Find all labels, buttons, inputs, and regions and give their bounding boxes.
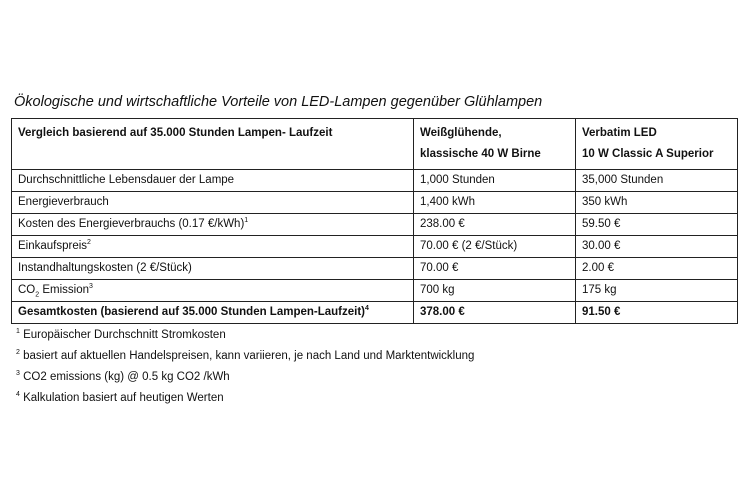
- footnote-number: 1: [16, 328, 20, 336]
- incandescent-value: 1,000 Stunden: [414, 170, 576, 192]
- led-value: 91.50 €: [576, 302, 738, 324]
- led-value: 59.50 €: [576, 214, 738, 236]
- row-label-post: Emission: [39, 284, 90, 296]
- footnote-number: 4: [16, 391, 20, 399]
- footnote-ref: 3: [89, 283, 93, 291]
- incandescent-value: 378.00 €: [414, 302, 576, 324]
- row-label: [12, 302, 414, 324]
- incandescent-value: 1,400 kWh: [414, 192, 576, 214]
- table-row-total: [12, 302, 738, 324]
- footnote-number: 3: [16, 370, 20, 378]
- led-value: 35,000 Stunden: [576, 170, 738, 192]
- footnote-text: Europäischer Durchschnitt Stromkosten: [19, 329, 226, 341]
- table-row: [12, 192, 738, 214]
- header-led-line2: 10 W Classic A Superior: [582, 148, 714, 160]
- incandescent-value: 238.00 €: [414, 214, 576, 236]
- footnote-ref: 1: [244, 217, 249, 225]
- table-row: [12, 280, 738, 302]
- header-led: [576, 119, 738, 170]
- footnote-text: CO2 emissions (kg) @ 0.5 kg CO2 /kWh: [19, 371, 230, 383]
- table-row: [12, 258, 738, 280]
- footnote: [16, 388, 474, 409]
- footnote-text: Kalkulation basiert auf heutigen Werten: [19, 392, 224, 404]
- row-label: [12, 214, 414, 236]
- table-row: [12, 214, 738, 236]
- row-label-text: Einkaufspreis: [18, 240, 88, 252]
- row-label: Instandhaltungskosten (2 €/Stück): [12, 258, 414, 280]
- row-label: Durchschnittliche Lebensdauer der Lampe: [12, 170, 414, 192]
- incandescent-value: 700 kg: [414, 280, 576, 302]
- table-header-row: [12, 119, 738, 170]
- header-led-line1: Verbatim LED: [582, 127, 657, 139]
- row-label-text: Gesamtkosten (basierend auf 35.000 Stunden Lampen-Laufzeit): [18, 306, 365, 318]
- page-title: Ökologische und wirtschaftliche Vorteile von LED-Lampen gegenüber Glühlampen: [14, 94, 543, 110]
- header-comparison-basis: Vergleich basierend auf 35.000 Stunden Lampen- Laufzeit: [12, 119, 414, 170]
- row-label: Energieverbrauch: [12, 192, 414, 214]
- footnote-text: basiert auf aktuellen Handelspreisen, kann variieren, je nach Land und Marktentwicklung: [19, 350, 475, 362]
- row-label-pre: CO: [18, 284, 36, 296]
- row-label-text: Kosten des Energieverbrauchs (0.17 €/kWh): [18, 218, 245, 230]
- header-incandescent-line2: klassische 40 W Birne: [420, 148, 541, 160]
- subscript: 2: [35, 291, 40, 299]
- led-value: 350 kWh: [576, 192, 738, 214]
- footnote: [16, 346, 474, 367]
- comparison-table: [11, 118, 738, 324]
- footnote-number: 2: [16, 349, 20, 357]
- row-label: [12, 280, 414, 302]
- footnote-ref: 2: [87, 239, 91, 247]
- table-row: [12, 170, 738, 192]
- led-value: 175 kg: [576, 280, 738, 302]
- led-value: 30.00 €: [576, 236, 738, 258]
- row-label: [12, 236, 414, 258]
- led-value: 2.00 €: [576, 258, 738, 280]
- incandescent-value: 70.00 €: [414, 258, 576, 280]
- incandescent-value: 70.00 € (2 €/Stück): [414, 236, 576, 258]
- header-incandescent-line1: Weißglühende,: [420, 127, 502, 139]
- header-incandescent: [414, 119, 576, 170]
- footnote: [16, 325, 474, 346]
- footnotes: [16, 325, 474, 409]
- table-row: [12, 236, 738, 258]
- footnote: [16, 367, 474, 388]
- footnote-ref: 4: [365, 305, 369, 313]
